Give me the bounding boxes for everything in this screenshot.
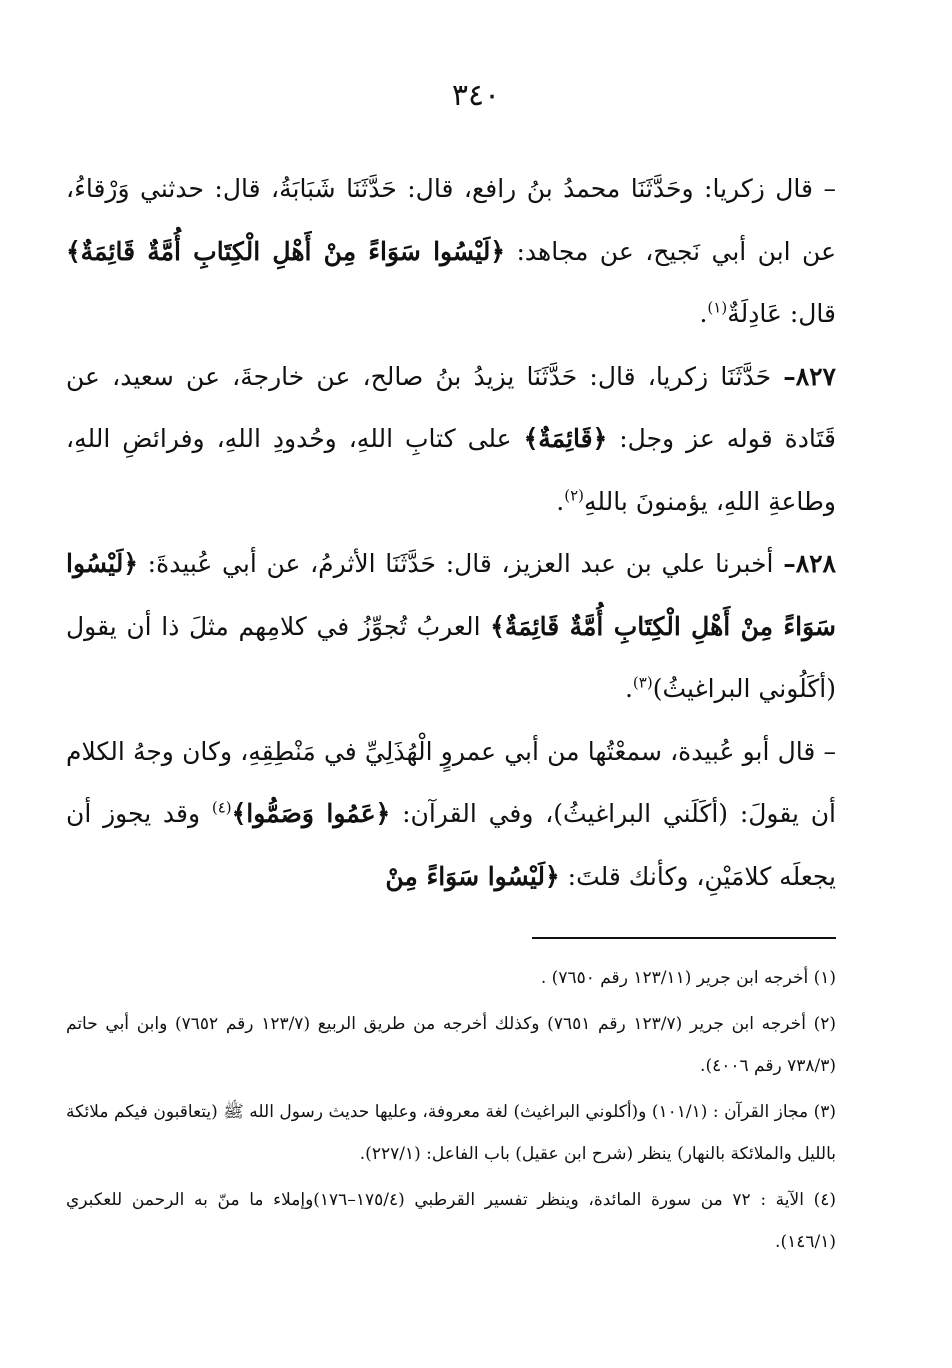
quran-verse: ﴿لَيْسُوا سَوَاءً مِنْ bbox=[385, 861, 560, 891]
paragraph bbox=[66, 533, 836, 721]
text-run: حَدَّثَنَا زكريا، قال: حَدَّثَنَا يزيدُ بنُ صالح، عن خارجةَ، عن سعيد، عن قَتَادة قوله عز وجل: bbox=[66, 361, 836, 453]
footnote-marker: (١) bbox=[707, 298, 728, 317]
footnote-separator bbox=[532, 937, 836, 939]
quran-verse: ﴿لَيْسُوا سَوَاءً مِنْ أَهْلِ الْكِتَابِ أُمَّةٌ قَائِمَةٌ﴾ bbox=[66, 236, 506, 266]
footnote: (٢) أخرجه ابن جرير (١٢٣/٧ رقم ٧٦٥١) وكذلك أخرجه من طريق الربيع (١٢٣/٧ رقم ٧٦٥٢) وابن أبي حاتم (٧٣٨/٣ رقم ٤٠٠٦). bbox=[66, 1014, 837, 1076]
quran-verse: ﴿قَائِمَةٌ﴾ bbox=[523, 424, 608, 453]
text-run: قال: عَادِلَةٌ bbox=[727, 299, 836, 328]
paragraph bbox=[66, 346, 836, 534]
page-number: ٣٤٠ bbox=[451, 78, 501, 113]
footnote-marker: (٣) bbox=[632, 673, 653, 692]
paragraph bbox=[66, 158, 836, 346]
text-run: . bbox=[624, 674, 633, 703]
entry-number: ٨٢٨– bbox=[783, 549, 836, 578]
footnote-marker: (٤) bbox=[211, 798, 232, 817]
text-run: – قال أبو عُبيدة، سمعْتُها من أبي عمروٍ الْهُذَلِيِّ في مَنْطِقِهِ، وكان وجهُ الكلام أن يقولَ: (أكَلَني البراغيثُ)، وفي القرآن: bbox=[66, 736, 836, 828]
footnote-marker: (٢) bbox=[564, 486, 584, 505]
footnote: (٤) الآية : ٧٢ من سورة المائدة، وينظر تفسير القرطبي (١٧٥/٤–١٧٦)وإملاء ما منّ به الرحمن للعكبري (١٤٦/١). bbox=[66, 1190, 836, 1252]
text-run: . bbox=[556, 486, 565, 516]
footnotes bbox=[66, 957, 836, 1267]
text-run: – قال زكريا: وحَدَّثَنَا محمدُ بنُ رافع، قال: حَدَّثَنَا شَبَابَةُ، قال: حدثني وَرْقاءُ، عن ابن أبي نَجيح، عن مجاهد: bbox=[66, 174, 836, 266]
quran-verse: ﴿عَمُوا وَصَمُّوا﴾ bbox=[231, 799, 391, 828]
text-run: العربُ تُجوِّزُ في كلامِهم مثلَ ذا أن يقول (أكَلُوني البراغيثُ) bbox=[66, 611, 836, 703]
footnote: (٣) مجاز القرآن : (١٠١/١) و(أكلوني البراغيث) لغة معروفة، وعليها حديث رسول الله ﷺ (يتعاقبون فيكم ملائكة بالليل والملائكة بالنهار) ينظر (شرح ابن عقيل) باب الفاعل: (٢٢٧/١). bbox=[66, 1102, 836, 1164]
main-text bbox=[66, 158, 836, 908]
footnote: (١) أخرجه ابن جرير (١٢٣/١١ رقم ٧٦٥٠) . bbox=[540, 968, 836, 988]
entry-number: ٨٢٧– bbox=[783, 361, 836, 391]
quran-verse: ﴿لَيْسُوا سَوَاءً مِنْ أَهْلِ الْكِتَابِ أُمَّةٌ قَائِمَةٌ﴾ bbox=[66, 549, 836, 641]
text-run: على كتابِ اللهِ، وحُدودِ اللهِ، وفرائضِ اللهِ، وطاعةِ اللهِ، يؤمنونَ باللهِ bbox=[66, 424, 836, 516]
paragraph bbox=[66, 721, 836, 909]
text-run: أخبرنا علي بن عبد العزيز، قال: حَدَّثَنَا الأثرمُ، عن أبي عُبيدةَ: bbox=[137, 549, 784, 578]
text-run: وقد يجوز أن يجعلَه كلامَيْنِ، وكأنك قلتَ: bbox=[66, 799, 836, 891]
text-run: . bbox=[699, 299, 708, 328]
